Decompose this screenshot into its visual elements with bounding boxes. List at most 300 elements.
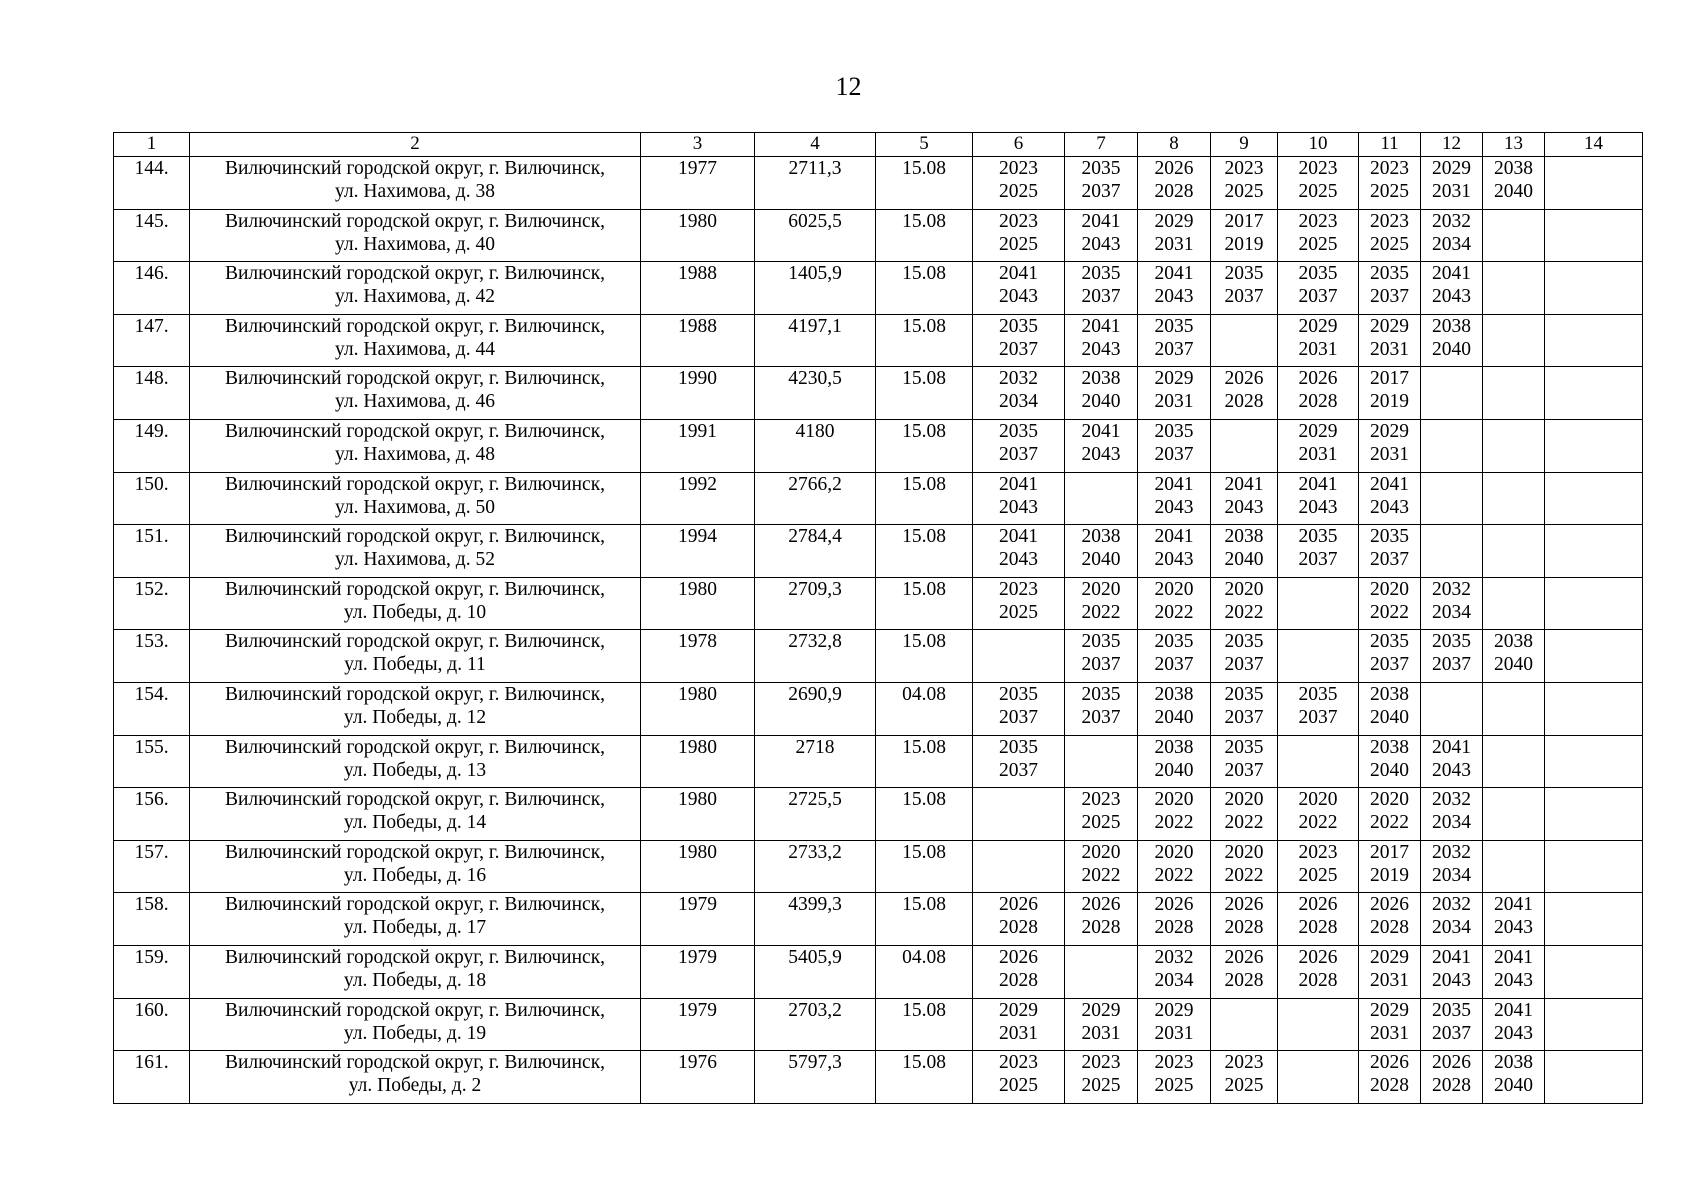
period-end: 2025	[1224, 1075, 1264, 1097]
period-start: 2026	[1154, 894, 1194, 916]
period-cell-7	[1065, 262, 1138, 315]
period-end	[1545, 285, 1642, 308]
period-end: 2031	[1370, 1022, 1409, 1044]
period-start	[1545, 683, 1642, 706]
period-cell-9	[1211, 314, 1278, 367]
period-cell-7	[1065, 472, 1138, 525]
period-end: 2043	[1298, 496, 1338, 518]
period-end: 2028	[1298, 969, 1338, 991]
period-cell-10	[1278, 630, 1359, 683]
address-line: ул. Победы, д. 19	[343, 1022, 487, 1044]
period-start: 2023	[999, 578, 1038, 600]
address-line: Вилючинский городской округ, г. Вилючинск,	[224, 473, 606, 495]
code-cell: 15.08	[876, 209, 973, 262]
address-line: Вилючинский городской округ, г. Вилючинск,	[224, 736, 606, 758]
year-built-cell: 1979	[641, 945, 755, 998]
period-cell-7	[1065, 367, 1138, 420]
address-line: ул. Победы, д. 18	[343, 969, 487, 991]
period-cell-7	[1065, 682, 1138, 735]
period-end: 2034	[1432, 233, 1471, 255]
period-cell-10	[1278, 314, 1359, 367]
year-built-cell: 1988	[641, 262, 755, 315]
period-cell-14	[1545, 1051, 1643, 1104]
area-cell: 5405,9	[755, 945, 876, 998]
period-start: 2038	[1154, 736, 1194, 758]
period-cell-11	[1359, 735, 1421, 788]
period-start: 2038	[1224, 526, 1264, 548]
column-header-8: 8	[1138, 133, 1211, 157]
period-start	[1211, 315, 1277, 338]
period-cell-6	[973, 577, 1065, 630]
period-cell-13	[1483, 419, 1545, 472]
code-cell: 15.08	[876, 577, 973, 630]
period-end: 2034	[1432, 601, 1471, 623]
period-end: 2028	[1154, 917, 1194, 939]
area-cell: 2703,2	[755, 998, 876, 1051]
period-cell-14	[1545, 788, 1643, 841]
period-cell-12	[1421, 893, 1483, 946]
period-end	[1545, 601, 1642, 624]
period-cell-10	[1278, 525, 1359, 578]
period-cell-10	[1278, 945, 1359, 998]
period-cell-8	[1138, 262, 1211, 315]
period-end: 2040	[1224, 549, 1264, 571]
period-end: 2031	[1370, 338, 1409, 360]
row-number: 150.	[114, 472, 190, 525]
period-end	[1483, 390, 1544, 413]
period-cell-7	[1065, 735, 1138, 788]
row-number: 155.	[114, 735, 190, 788]
period-end	[1483, 338, 1544, 361]
period-cell-13	[1483, 209, 1545, 262]
period-start: 2035	[1224, 631, 1264, 653]
period-cell-10	[1278, 1051, 1359, 1104]
period-cell-10	[1278, 209, 1359, 262]
period-cell-13	[1483, 998, 1545, 1051]
year-built-cell: 1980	[641, 682, 755, 735]
period-cell-10	[1278, 367, 1359, 420]
period-start: 2029	[999, 999, 1038, 1021]
period-cell-8	[1138, 157, 1211, 210]
table-row	[114, 262, 1643, 315]
period-start	[1278, 736, 1358, 759]
period-cell-6	[973, 893, 1065, 946]
period-end	[1483, 864, 1544, 887]
address-cell	[190, 630, 641, 683]
period-cell-9	[1211, 472, 1278, 525]
period-start	[1421, 367, 1482, 390]
period-cell-8	[1138, 1051, 1211, 1104]
period-end: 2025	[1298, 181, 1338, 202]
address-line: Вилючинский городской округ, г. Вилючинск,	[224, 263, 606, 285]
period-end: 2022	[1081, 601, 1121, 623]
period-end: 2040	[1154, 759, 1194, 781]
area-cell: 2733,2	[755, 840, 876, 893]
address-line: ул. Нахимова, д. 40	[335, 233, 495, 255]
period-end: 2034	[1432, 864, 1471, 886]
period-end: 2028	[1432, 1075, 1471, 1097]
period-end: 2037	[1432, 654, 1471, 676]
period-cell-13	[1483, 682, 1545, 735]
period-cell-14	[1545, 682, 1643, 735]
period-start: 2029	[1370, 946, 1409, 968]
period-start	[1545, 630, 1642, 653]
period-cell-7	[1065, 998, 1138, 1051]
table-row	[114, 472, 1643, 525]
period-end	[1483, 706, 1544, 729]
period-cell-14	[1545, 577, 1643, 630]
period-cell-8	[1138, 367, 1211, 420]
period-cell-11	[1359, 262, 1421, 315]
code-cell: 15.08	[876, 788, 973, 841]
period-end: 2037	[1370, 654, 1409, 676]
period-cell-7	[1065, 577, 1138, 630]
period-cell-9	[1211, 419, 1278, 472]
period-end	[1545, 864, 1642, 887]
period-end: 2022	[1370, 601, 1409, 623]
period-start	[1545, 262, 1642, 285]
period-start: 2041	[1432, 736, 1471, 758]
period-cell-11	[1359, 998, 1421, 1051]
period-end	[1545, 706, 1642, 729]
period-end: 2025	[999, 233, 1038, 255]
period-cell-6	[973, 1051, 1065, 1104]
period-start: 2032	[1432, 578, 1471, 600]
period-end: 2043	[1224, 496, 1264, 518]
period-end: 2043	[1154, 496, 1194, 518]
period-cell-14	[1545, 525, 1643, 578]
period-start: 2017	[1224, 210, 1264, 232]
period-start	[1545, 1051, 1642, 1074]
year-built-cell: 1976	[641, 1051, 755, 1104]
period-end: 2025	[1370, 181, 1409, 202]
column-header-5: 5	[876, 133, 973, 157]
row-number: 144.	[114, 157, 190, 210]
period-cell-10	[1278, 788, 1359, 841]
row-number: 157.	[114, 840, 190, 893]
period-cell-13	[1483, 262, 1545, 315]
address-line: Вилючинский городской округ, г. Вилючинск,	[224, 210, 606, 232]
period-end	[1545, 233, 1642, 256]
period-cell-7	[1065, 209, 1138, 262]
period-end: 2019	[1370, 391, 1409, 413]
period-cell-13	[1483, 945, 1545, 998]
code-cell: 15.08	[876, 998, 973, 1051]
period-cell-14	[1545, 472, 1643, 525]
address-cell	[190, 262, 641, 315]
period-start: 2035	[999, 736, 1038, 758]
period-start: 2020	[1154, 578, 1194, 600]
period-start: 2026	[1081, 894, 1121, 916]
period-end: 2019	[1370, 864, 1409, 886]
period-end: 2043	[1154, 286, 1194, 308]
row-number: 154.	[114, 682, 190, 735]
column-header-6: 6	[973, 133, 1065, 157]
period-cell-12	[1421, 630, 1483, 683]
period-end: 2028	[1224, 917, 1264, 939]
period-start: 2041	[1432, 946, 1471, 968]
period-cell-6	[973, 262, 1065, 315]
address-line: Вилючинский городской округ, г. Вилючинск,	[224, 578, 606, 600]
period-start: 2035	[1298, 683, 1338, 705]
code-cell: 15.08	[876, 157, 973, 210]
period-end	[1278, 759, 1358, 782]
period-start: 2026	[1370, 1052, 1409, 1074]
code-cell: 15.08	[876, 1051, 973, 1104]
period-start	[1065, 946, 1137, 969]
period-end: 2022	[1224, 601, 1264, 623]
table-row	[114, 314, 1643, 367]
period-end: 2028	[1081, 917, 1121, 939]
column-header-10: 10	[1278, 133, 1359, 157]
period-cell-6	[973, 998, 1065, 1051]
period-start: 2041	[1154, 526, 1194, 548]
period-end: 2043	[1432, 969, 1471, 991]
address-cell	[190, 893, 641, 946]
period-end: 2037	[1298, 549, 1338, 571]
period-start	[1545, 420, 1642, 443]
period-start: 2035	[1154, 631, 1194, 653]
area-cell: 2766,2	[755, 472, 876, 525]
period-start: 2041	[1154, 263, 1194, 285]
period-cell-9	[1211, 577, 1278, 630]
period-start	[1211, 999, 1277, 1022]
period-start: 2026	[1224, 368, 1264, 390]
period-end: 2034	[1432, 812, 1471, 834]
period-cell-8	[1138, 893, 1211, 946]
period-cell-10	[1278, 419, 1359, 472]
period-cell-13	[1483, 314, 1545, 367]
period-end	[1483, 285, 1544, 308]
period-start: 2029	[1432, 158, 1471, 179]
period-start: 2023	[1224, 1052, 1264, 1074]
period-end	[1483, 443, 1544, 466]
period-end: 2043	[999, 549, 1038, 571]
address-line: ул. Победы, д. 2	[348, 1075, 482, 1097]
period-cell-12	[1421, 314, 1483, 367]
year-built-cell: 1988	[641, 314, 755, 367]
period-cell-11	[1359, 209, 1421, 262]
period-start: 2038	[1081, 368, 1121, 390]
period-start: 2041	[1081, 210, 1121, 232]
area-cell: 6025,5	[755, 209, 876, 262]
column-header-9: 9	[1211, 133, 1278, 157]
period-end: 2028	[1224, 391, 1264, 413]
data-table	[113, 132, 1643, 1104]
address-line: ул. Победы, д. 11	[344, 654, 486, 676]
period-cell-14	[1545, 840, 1643, 893]
period-start	[1483, 262, 1544, 285]
period-end: 2031	[1298, 338, 1338, 360]
period-end: 2022	[1154, 812, 1194, 834]
row-number: 148.	[114, 367, 190, 420]
table-row	[114, 577, 1643, 630]
column-header-14: 14	[1545, 133, 1643, 157]
address-line: Вилючинский городской округ, г. Вилючинск,	[224, 526, 606, 548]
period-end: 2037	[1154, 443, 1194, 465]
address-cell	[190, 525, 641, 578]
period-cell-11	[1359, 419, 1421, 472]
period-start: 2023	[1081, 1052, 1121, 1074]
period-end: 2037	[1081, 286, 1121, 308]
period-cell-11	[1359, 893, 1421, 946]
period-start: 2035	[1081, 631, 1121, 653]
period-start	[973, 788, 1064, 811]
period-start	[1545, 946, 1642, 969]
period-end	[1545, 1074, 1642, 1097]
address-line: ул. Нахимова, д. 48	[335, 443, 495, 465]
period-end: 2043	[1370, 496, 1409, 518]
period-end: 2025	[1298, 233, 1338, 255]
period-cell-7	[1065, 945, 1138, 998]
period-end	[1545, 548, 1642, 571]
period-end: 2022	[1224, 864, 1264, 886]
period-cell-10	[1278, 472, 1359, 525]
period-start: 2041	[1370, 473, 1409, 495]
period-start: 2026	[1370, 894, 1409, 916]
period-start: 2035	[1432, 999, 1471, 1021]
period-end	[1545, 969, 1642, 992]
period-start: 2041	[1298, 473, 1338, 495]
period-cell-6	[973, 157, 1065, 210]
area-cell: 5797,3	[755, 1051, 876, 1104]
period-end	[1483, 759, 1544, 782]
year-built-cell: 1980	[641, 735, 755, 788]
period-end: 2037	[1298, 706, 1338, 728]
code-cell: 15.08	[876, 735, 973, 788]
address-line: Вилючинский городской округ, г. Вилючинск,	[224, 631, 606, 653]
period-end: 2037	[1081, 706, 1121, 728]
period-cell-8	[1138, 998, 1211, 1051]
period-cell-9	[1211, 945, 1278, 998]
period-cell-11	[1359, 525, 1421, 578]
period-end	[1421, 390, 1482, 413]
period-end: 2037	[1224, 654, 1264, 676]
period-start	[1483, 841, 1544, 864]
period-cell-6	[973, 788, 1065, 841]
period-start	[1545, 999, 1642, 1022]
column-header-3: 3	[641, 133, 755, 157]
area-cell: 2784,4	[755, 525, 876, 578]
period-start: 2041	[1494, 999, 1533, 1021]
table-row	[114, 157, 1643, 210]
period-end	[1545, 390, 1642, 413]
period-end: 2031	[1154, 233, 1194, 255]
period-cell-6	[973, 525, 1065, 578]
period-start: 2035	[1081, 158, 1121, 179]
period-start: 2035	[1224, 736, 1264, 758]
address-line: Вилючинский городской округ, г. Вилючинск,	[224, 683, 606, 705]
period-end: 2037	[1370, 286, 1409, 308]
period-cell-11	[1359, 314, 1421, 367]
period-end: 2043	[1494, 917, 1533, 939]
period-end: 2037	[1224, 706, 1264, 728]
address-line: Вилючинский городской округ, г. Вилючинск,	[224, 894, 606, 916]
period-cell-11	[1359, 367, 1421, 420]
period-start: 2026	[1154, 158, 1194, 179]
period-cell-8	[1138, 788, 1211, 841]
period-cell-6	[973, 367, 1065, 420]
area-cell: 2718	[755, 735, 876, 788]
period-end: 2037	[1298, 286, 1338, 308]
year-built-cell: 1991	[641, 419, 755, 472]
period-cell-6	[973, 472, 1065, 525]
period-cell-10	[1278, 577, 1359, 630]
period-start: 2020	[1081, 578, 1121, 600]
period-cell-8	[1138, 419, 1211, 472]
period-cell-11	[1359, 840, 1421, 893]
period-end	[1278, 1074, 1358, 1097]
period-end: 2043	[1081, 233, 1121, 255]
period-start	[1421, 420, 1482, 443]
address-line: ул. Нахимова, д. 44	[335, 338, 495, 360]
period-cell-12	[1421, 945, 1483, 998]
address-cell	[190, 788, 641, 841]
period-end: 2022	[1081, 864, 1121, 886]
period-end	[1545, 496, 1642, 519]
period-start	[1545, 157, 1642, 180]
period-start: 2038	[1494, 1052, 1533, 1074]
period-cell-13	[1483, 157, 1545, 210]
period-start	[1211, 420, 1277, 443]
row-number: 149.	[114, 419, 190, 472]
period-start	[1483, 210, 1544, 233]
code-cell: 15.08	[876, 367, 973, 420]
period-start	[1545, 473, 1642, 496]
period-end: 2043	[1154, 549, 1194, 571]
area-cell: 4230,5	[755, 367, 876, 420]
period-cell-7	[1065, 840, 1138, 893]
period-end: 2025	[999, 1075, 1038, 1097]
period-cell-11	[1359, 630, 1421, 683]
period-end: 2037	[999, 443, 1038, 465]
period-cell-14	[1545, 735, 1643, 788]
period-start: 2023	[1298, 158, 1338, 179]
address-line: ул. Победы, д. 13	[343, 759, 487, 781]
row-number: 159.	[114, 945, 190, 998]
period-start: 2026	[1298, 946, 1338, 968]
period-cell-8	[1138, 472, 1211, 525]
period-start: 2023	[1298, 210, 1338, 232]
period-cell-6	[973, 314, 1065, 367]
period-start: 2026	[1298, 368, 1338, 390]
period-start: 2035	[999, 420, 1038, 442]
period-end: 2037	[1432, 1022, 1471, 1044]
period-end: 2040	[1494, 181, 1533, 202]
period-end: 2022	[1298, 812, 1338, 834]
period-cell-6	[973, 840, 1065, 893]
period-start	[1545, 367, 1642, 390]
period-start: 2020	[1224, 578, 1264, 600]
period-cell-10	[1278, 998, 1359, 1051]
period-start: 2020	[1154, 789, 1194, 811]
period-start	[1421, 525, 1482, 548]
period-cell-13	[1483, 472, 1545, 525]
period-cell-13	[1483, 893, 1545, 946]
period-start: 2023	[1154, 1052, 1194, 1074]
address-line: Вилючинский городской округ, г. Вилючинск,	[224, 1052, 606, 1074]
period-start: 2035	[1370, 263, 1409, 285]
period-cell-10	[1278, 893, 1359, 946]
period-start: 2032	[999, 368, 1038, 390]
period-cell-8	[1138, 525, 1211, 578]
period-start: 2029	[1154, 210, 1194, 232]
address-line: Вилючинский городской округ, г. Вилючинск,	[224, 368, 606, 390]
area-cell: 4180	[755, 419, 876, 472]
period-start: 2026	[999, 946, 1038, 968]
period-end: 2037	[1081, 181, 1121, 202]
period-start	[1545, 315, 1642, 338]
